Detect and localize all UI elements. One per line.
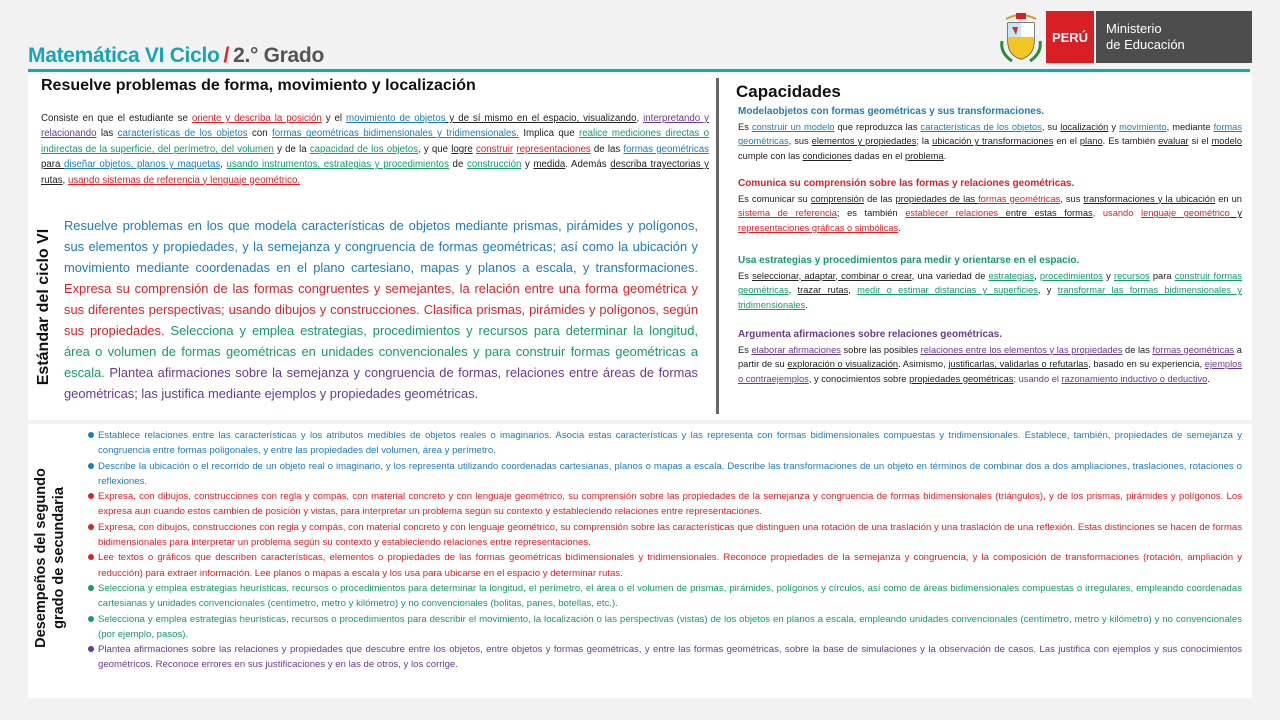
ministry-line2: de Educación [1106,37,1185,52]
capacidad-heading: Argumenta afirmaciones sobre relaciones geométricas. [738,329,1002,340]
text-segment: , y conocimientos sobre [808,373,910,384]
text-segment: establecer relaciones [905,208,999,219]
text-segment: , [636,113,644,124]
text-segment: seleccionar, adaptar, combinar o crear [752,270,912,281]
text-segment: Selecciona y emplea estrategias, procedimientos y recursos para determinar la longitud, área o volumen de formas geométricas en unidades convencionales y para construir formas geométricas a escala. [64,323,698,380]
desempeno-text: Expresa, con dibujos, construcciones con regla y compás, con material concreto y con lenguaje geométrico, su comprensión sobre las propiedades de la semejanza y congruencia de formas bidimensionales (triángulos), y de los prismas, pirámides y polígonos. Los expresa aun cuando estos cambien de posición y vistas, para interpretar un problema según su contexto y estableciendo relaciones entre representaciones. [98,491,1242,518]
text-segment: . Es también [1102,136,1159,147]
text-segment: recursos [1114,270,1150,281]
desempeno-item [88,612,1242,643]
text-segment: . [805,299,808,310]
text-segment: Expresa su comprensión de las formas congruentes y semejantes, la relación entre una forma geométrica y sus diferentes perspectivas; usando dibujos y construcciones. Clasifica prismas, pirámides y polígonos, según sus propiedades. [64,281,698,338]
text-segment: formas geométricas [978,193,1061,204]
title-slash: / [223,44,230,67]
title-grade: 2.° Grado [233,44,324,67]
competencia-description [41,111,709,188]
text-segment: construir formas geométricas [738,270,1242,296]
text-segment: de las [590,143,624,155]
text-segment: lenguaje geométrico [1141,208,1230,219]
text-segment: características de los objetos [920,121,1042,132]
text-segment: en el [1053,136,1080,147]
desempeno-text: Lee textos o gráficos que describen características, elementos o propiedades de las formas geométricas bidimensionales y tridimensionales. Reconoce propiedades de la semejanza y congruencia, y la composición de transformaciones (rotación, ampliación y reducción) para extraer información. Lee planos o mapas a escala y los usa para ubicarse en el espacio y determinar rutas. [98,552,1242,579]
text-segment: exploración o visualización [787,359,899,370]
text-segment: , mediante [1166,121,1214,132]
text-segment: elaborar afirmaciones [751,344,841,355]
text-segment: movimiento de objetos [346,113,446,124]
text-segment: logre [451,143,473,155]
text-segment: razonamiento inductivo o deductivo [1061,373,1208,384]
text-segment: medir o estimar distancias y superficies [857,285,1038,296]
text-segment: movimiento [1119,121,1167,132]
text-segment: condiciones [802,150,852,161]
desempeno-item [88,642,1242,673]
text-segment: características de los objetos [117,128,248,140]
text-segment: estrategias [988,270,1035,281]
text-segment: con [247,128,273,140]
capacidad-description [738,343,1242,387]
bullet-icon [88,493,94,499]
vertical-divider [716,78,719,414]
desempeno-item [88,459,1242,490]
capacidad-heading: Comunica su comprensión sobre las formas y relaciones geométricas. [738,178,1075,189]
text-segment: de [448,159,467,171]
text-segment: , [848,285,858,296]
minedu-logo [998,11,1252,63]
bullet-icon [88,463,94,469]
estandar-text [64,215,698,404]
text-segment: problema [904,150,944,161]
desempenos-label-line2: grado de secundaria [51,487,67,629]
text-segment: Es [738,121,752,132]
ministry-badge [1096,11,1252,63]
text-segment: para [41,159,65,171]
text-segment: , [62,174,68,186]
text-segment: transformar las formas bidimensionales y tridimensionales [738,285,1242,310]
text-segment: oriente y describa la posición [191,113,322,124]
text-segment: propiedades geométricas [909,373,1014,384]
bullet-icon [88,524,94,530]
text-segment: construir un modelo [751,121,835,132]
text-segment: y de la [273,143,310,155]
desempeno-item [88,520,1242,551]
desempeno-item [88,489,1242,520]
text-segment: cumple con las [738,150,803,161]
peru-badge [1046,11,1094,63]
desempeno-item [88,428,1242,459]
text-segment: Consiste en que el estudiante se [41,113,192,124]
text-segment: formas [1213,121,1242,132]
text-segment: ; usando el [1013,373,1062,384]
text-segment: propiedades de las [895,193,979,204]
bullet-icon [88,646,94,652]
title-underline [28,69,1250,72]
peru-label: PERÚ [1051,29,1089,45]
text-segment: relaciones entre los elementos y las propiedades [920,344,1123,355]
text-segment: Es [738,270,753,281]
capacidad-4 [738,328,1242,386]
text-segment: ; la [916,136,933,147]
text-segment: , [788,285,798,296]
text-segment: formas geométricas [1152,344,1235,355]
desempeno-text: Describe la ubicación o el recorrido de un objeto real o imaginario, y los representa utilizando coordenadas cartesianas, planos o mapas a escala. Describe las transformaciones de un objeto en términos de combinar dos a dos ampliaciones, traslaciones, rotaciones o reflexiones. [98,460,1242,487]
text-segment: . Asimismo, [898,359,949,370]
text-segment: y [1229,208,1242,219]
text-segment: de las [864,193,896,204]
text-segment: diseñar objetos, planos y maquetas [64,159,221,171]
text-segment: y el [321,113,347,124]
ministry-line1: Ministerio [1106,21,1162,36]
text-segment: , [1034,270,1040,281]
title-course: Matemática VI Ciclo [28,44,220,67]
estandar-label: Estándar del ciclo VI [35,228,52,386]
capacidades-title: Capacidades [736,82,841,101]
competencia-title: Resuelve problemas de forma, movimiento y localización [41,77,476,94]
text-segment: capacidad de los objetos [309,143,418,155]
capacidad-2 [738,177,1242,235]
text-segment: ; es también [836,208,906,219]
text-segment: de las [1122,344,1153,355]
capacidad-description [738,120,1242,164]
bullet-icon [88,432,94,438]
text-segment: , [220,159,227,171]
text-segment: modelo [1211,136,1243,147]
text-segment: . [1207,373,1210,384]
text-segment: representaciones gráficas o simbólicas [738,222,899,233]
text-segment: en un [1215,193,1242,204]
text-segment: , su [1041,121,1061,132]
capacidad-1 [738,105,1242,163]
text-segment: realice mediciones directas o indirectas de la superficie, del perímetro, del volumen [41,128,709,155]
desempenos-label-line1: Desempeños del segundo [33,468,49,648]
text-segment: ubicación y transformaciones [932,136,1054,147]
desempeno-text: Plantea afirmaciones sobre las relaciones y propiedades que descubre entre los objetos, entre objetos y formas geométricas, y entre las formas geométricas, sobre la base de simulaciones y la observación de casos. Las justifica con ejemplos y sus conocimientos geométricos. Reconoce errores en sus justificaciones y en las de otros, y los corrige. [98,644,1242,671]
text-segment: , usando [1092,208,1141,219]
text-segment: dadas en el [851,150,905,161]
text-segment: justificarlas, validarlas o refutarlas [948,359,1089,370]
text-segment: comprensión [810,193,865,204]
text-segment: procedimientos [1039,270,1103,281]
text-segment: visualizando [583,113,637,124]
desempeno-item [88,550,1242,581]
capacidad-3 [738,254,1242,312]
desempenos-list [88,428,1242,673]
text-segment: que reproduzca las [834,121,921,132]
desempeno-text: Establece relaciones entre las características y los atributos medibles de objetos reales o imaginarios. Asocia estas características y las representa con formas bidimensionales compuestas y tridimensionales. Establece, también, propiedades de semejanza y congruencia entre formas poligonales, y entre las propiedades del volumen, área y perímetro. [98,430,1242,457]
desempenos-label [32,428,68,688]
text-segment: Resuelve problemas en los que modela características de objetos mediante prismas, pirámides y polígonos, sus elementos y propiedades, y la semejanza y congruencia de formas geométricas; así como la ubicación y movimiento mediante coordenadas en el plano cartesiano, mapas y planos a escala, y transformaciones. [64,218,698,275]
capacidad-heading: Modelaobjetos con formas geométricas y sus transformaciones. [738,106,1045,117]
text-segment: si el [1188,136,1212,147]
text-segment: . [898,222,901,233]
text-segment: plano [1079,136,1103,147]
capacidad-description [738,269,1242,313]
desempeno-text: Expresa, con dibujos, construcciones con regla y compás, con material concreto y con lenguaje geométrico, su comprensión sobre las características que distinguen una rotación de una traslación y una traslación de una reflexión. Estas distinciones se hacen de formas bidimensionales para interpretar un problema según su contexto y estableciendo relaciones entre representaciones. [98,521,1242,549]
bullet-icon [88,554,94,560]
text-segment: sistema de referencia [738,208,837,219]
page-title [28,44,324,68]
text-segment: describa trayectorias y rutas [41,159,710,186]
desempeno-text: Selecciona y emplea estrategias heurísticas, recursos o procedimientos para describir el movimiento, la localización o las perspectivas (vistas) de los objetos en planos a escala, empleando unidades convencionales (centímetro, metro y kilómetro) y no convencionales (por ejemplo, pasos). [98,613,1242,640]
text-segment: usando sistemas de referencia y lenguaje geométrico. [67,174,301,186]
text-segment: las [96,128,118,140]
text-segment: , y que [417,143,452,155]
text-segment: , sus [788,136,812,147]
text-segment: localización [1060,121,1109,132]
text-segment: Es comunicar su [738,193,811,204]
text-segment: construir [476,143,514,155]
text-segment: trazar rutas [797,285,849,296]
text-segment: representaciones [516,143,591,155]
text-segment: a partir de su [738,344,1242,370]
text-segment: para [1149,270,1175,281]
text-segment: y [1108,121,1120,132]
text-segment: construcción [466,159,522,171]
text-segment: medida [533,159,566,171]
desempeno-text: Selecciona y emplea estrategias heurísticas, recursos o procedimientos para determinar la longitud, el perímetro, el área o el volumen de prismas, pirámides, polígonos y círculos, así como de áreas bidimensionales compuestas o irregulares, empleando coordenadas cartesianas y unidades convencionales (centímetro, metro y kilómetro) y no convencionales (bolitas, panes, botellas, etc.). [98,582,1242,610]
text-segment: Es [738,344,752,355]
bullet-icon [88,616,94,622]
text-segment: interpretando y relacionando [41,113,709,140]
peru-coat-of-arms-icon [998,11,1044,63]
text-segment: evaluar [1158,136,1189,147]
capacidad-description [738,192,1242,236]
text-segment: , basado en su experiencia, [1088,359,1205,370]
text-segment: Plantea afirmaciones sobre la semejanza y congruencia de formas, relaciones entre áreas de formas geométricas; las justifica mediante ejemplos y propiedades geométricas. [64,365,698,401]
text-segment: y [1102,270,1115,281]
text-segment: y [521,159,534,171]
capacidad-heading: Usa estrategias y procedimientos para medir y orientarse en el espacio. [738,255,1080,266]
text-segment: usando instrumentos, estrategias y procedimientos [226,159,449,171]
text-segment: ejemplos o contraejemplos [738,359,1242,384]
text-segment: elementos y propiedades [811,136,917,147]
text-segment: sobre las posibles [840,344,921,355]
text-segment: transformaciones y la ubicación [1083,193,1216,204]
text-segment: Implica que [518,128,579,140]
text-segment: . [943,150,947,161]
text-segment: entre estas formas [998,208,1093,219]
text-segment: , una variedad de [911,270,989,281]
text-segment: y de sí mismo en el espacio, [445,113,584,124]
text-segment: formas geométricas [623,143,709,155]
text-segment: , sus [1060,193,1084,204]
text-segment: formas geométricas bidimensionales y tridimensionales. [272,128,519,140]
bullet-icon [88,585,94,591]
text-segment: , y [1037,285,1058,296]
text-segment: . Además [565,159,611,171]
desempeno-item [88,581,1242,612]
text-segment: geométricas [738,136,789,147]
